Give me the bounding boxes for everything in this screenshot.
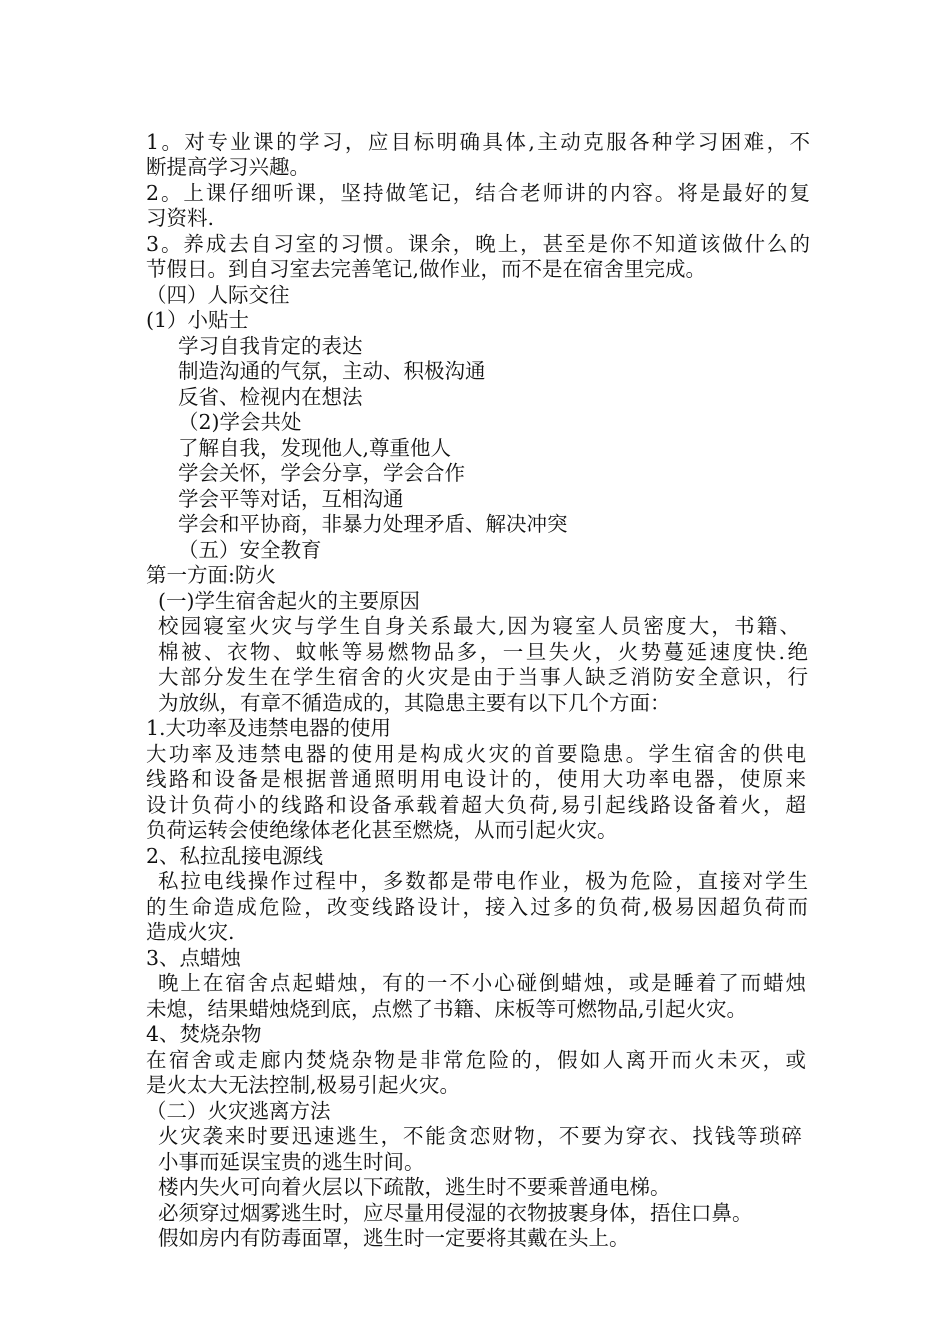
text-line: 了解自我，发现他人,尊重他人 <box>178 436 452 460</box>
text-line: 为放纵，有章不循造成的，其隐患主要有以下几个方面： <box>158 691 671 715</box>
text-line: （二）火灾逃离方法 <box>146 1099 331 1123</box>
text-line: 楼内失火可向着火层以下疏散，逃生时不要乘普通电梯。 <box>158 1175 671 1199</box>
text-line: 设计负荷小的线路和设备承载着超大负荷,易引起线路设备着火，超 <box>146 793 806 817</box>
text-line: 私拉电线操作过程中，多数都是带电作业，极为危险，直接对学生 <box>158 869 808 893</box>
text-line: 校园寝室火灾与学生自身关系最大,因为寝室人员密度大，书籍、 <box>158 614 800 638</box>
text-line: 第一方面:防火 <box>146 563 276 587</box>
text-line: 学会平等对话，互相沟通 <box>178 487 404 511</box>
text-line: (一)学生宿舍起火的主要原因 <box>158 589 420 613</box>
text-line: 1。对专业课的学习，应目标明确具体,主动克服各种学习困难，不 <box>146 130 810 154</box>
text-line: 必须穿过烟雾逃生时，应尽量用侵湿的衣物披裹身体，捂住口鼻。 <box>158 1201 753 1225</box>
text-line: 学习自我肯定的表达 <box>178 334 363 358</box>
text-line: 断提高学习兴趣。 <box>146 155 310 179</box>
text-line: 大部分发生在学生宿舍的火灾是由于当事人缺乏消防安全意识，行 <box>158 665 808 689</box>
text-line: 未熄，结果蜡烛烧到底，点燃了书籍、床板等可燃物品,引起火灾。 <box>146 997 748 1021</box>
text-line: （四）人际交往 <box>146 283 290 307</box>
text-line: 学会和平协商，非暴力处理矛盾、解决冲突 <box>178 512 568 536</box>
text-line: （2)学会共处 <box>178 410 302 434</box>
text-line: 晚上在宿舍点起蜡烛，有的一不小心碰倒蜡烛，或是睡着了而蜡烛 <box>158 971 806 995</box>
text-line: （五）安全教育 <box>178 538 322 562</box>
text-line: 假如房内有防毒面罩，逃生时一定要将其戴在头上。 <box>158 1226 630 1250</box>
text-line: 在宿舍或走廊内焚烧杂物是非常危险的，假如人离开而火未灭，或 <box>146 1048 806 1072</box>
text-line: 1.大功率及违禁电器的使用 <box>146 716 392 740</box>
text-line: 小事而延误宝贵的逃生时间。 <box>158 1150 425 1174</box>
text-line: 3、点蜡烛 <box>146 946 242 970</box>
text-line: 制造沟通的气氛，主动、积极沟通 <box>178 359 486 383</box>
text-line: 4、焚烧杂物 <box>146 1022 262 1046</box>
text-line: 3。养成去自习室的习惯。课余，晚上，甚至是你不知道该做什么的 <box>146 232 810 256</box>
text-line: 学会关怀，学会分享，学会合作 <box>178 461 465 485</box>
text-line: 2、私拉乱接电源线 <box>146 844 324 868</box>
text-line: 线路和设备是根据普通照明用电设计的，使用大功率电器，使原来 <box>146 767 806 791</box>
text-line: 负荷运转会使绝缘体老化甚至燃烧，从而引起火灾。 <box>146 818 618 842</box>
text-line: 节假日。到自习室去完善笔记,做作业，而不是在宿舍里完成。 <box>146 257 707 281</box>
text-line: 是火太大无法控制,极易引起火灾。 <box>146 1073 461 1097</box>
text-line: 反省、检视内在想法 <box>178 385 363 409</box>
text-line: 大功率及违禁电器的使用是构成火灾的首要隐患。学生宿舍的供电 <box>146 742 806 766</box>
text-line: 的生命造成危险，改变线路设计，接入过多的负荷,极易因超负荷而 <box>146 895 808 919</box>
text-line: (1）小贴士 <box>146 308 250 332</box>
text-line: 棉被、衣物、蚊帐等易燃物品多，一旦失火，火势蔓延速度快.绝 <box>158 640 808 664</box>
text-line: 火灾袭来时要迅速逃生，不能贪恋财物，不要为穿衣、找钱等琐碎 <box>158 1124 802 1148</box>
text-line: 造成火灾. <box>146 920 235 944</box>
text-line: 2。上课仔细听课，坚持做笔记，结合老师讲的内容。将是最好的复 <box>146 181 810 205</box>
text-line: 习资料. <box>146 206 215 230</box>
